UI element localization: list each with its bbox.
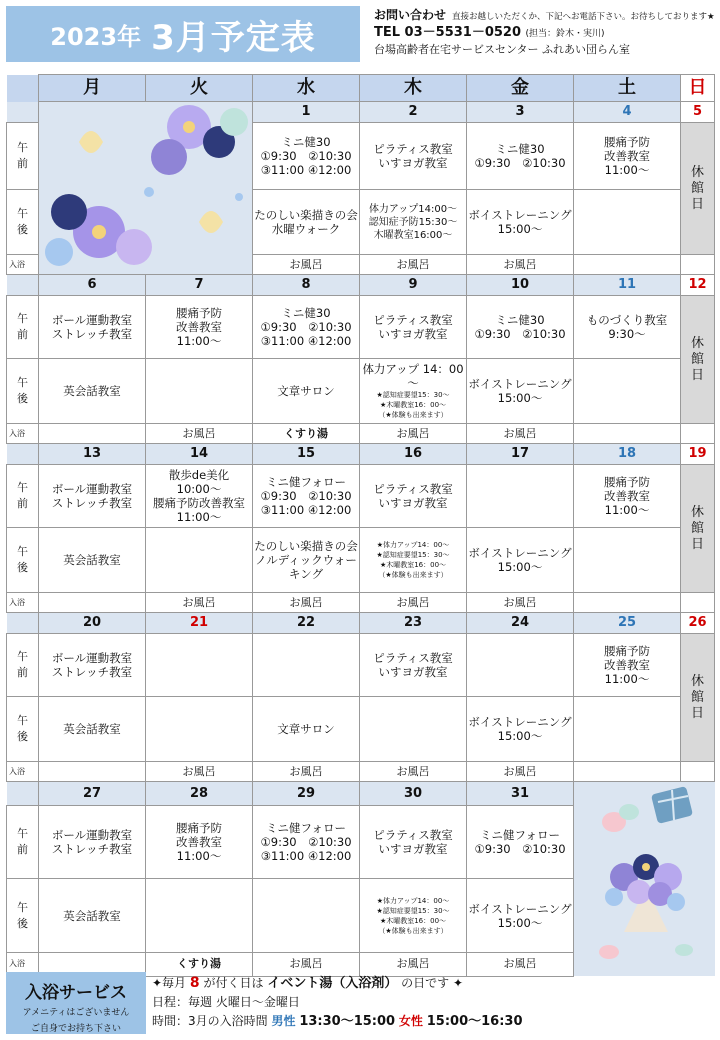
dow-3: 木 [360,75,467,102]
date-cell: 1 [253,102,360,123]
bath-cell: お風呂 [467,255,574,275]
closed-day [681,296,715,424]
dow-4: 金 [467,75,574,102]
decor-flowers-butterflies [39,102,253,275]
closed-day [681,123,715,255]
bath-line1-c: の日です ✦ [401,976,464,990]
am-label: 午 前 [7,123,39,190]
am-activity: ピラティス教室 いすヨガ教室 [360,465,467,528]
week-2-bath [7,593,715,613]
am-activity: ボール運動教室 ストレッチ教室 [39,806,146,879]
date-cell: 15 [253,444,360,465]
contact-title: お問い合わせ [374,8,447,22]
corner-cell [7,75,39,102]
bath-cell: くすり湯 [253,424,360,444]
closed-day [681,465,715,593]
title-year: 2023年 [50,22,142,51]
bath-service-sub1: アメニティはございません [22,1008,130,1018]
bath-cell [39,762,146,782]
date-cell: 11 [574,275,681,296]
bath-cell: お風呂 [253,953,360,976]
am-activity: ピラティス教室 いすヨガ教室 [360,123,467,190]
am-label: 午 前 [7,806,39,879]
closed-char: 休 [690,164,704,180]
corner-cell [7,444,39,465]
male-label: 男性 [271,1014,296,1028]
week-2-dates [7,444,715,465]
bath-service-title-block [6,972,146,1034]
pm-label: 午 後 [7,359,39,424]
week-3-dates [7,613,715,634]
bath-cell [574,255,681,275]
pm-activity: 体力アップ14:00～ 認知症予防15:30～ 木曜教室16:00～ [360,190,467,255]
bath-empty [681,255,715,275]
bath-label: 入浴 [7,953,39,976]
bath-cell: お風呂 [360,953,467,976]
am-activity: ミニ健30 ①9:30 ②10:30 [467,296,574,359]
pm-activity: ボイストレーニング 15:00～ [467,697,574,762]
bath-service-title: 入浴サービス [25,983,127,1003]
bath-empty [681,424,715,444]
closed-char: 日 [690,367,704,383]
pm-activity: 文章サロン [253,359,360,424]
pm-activity: たのしい楽描きの会 ノルディックウォーキング [253,528,360,593]
bath-cell: お風呂 [146,593,253,613]
bath-line1-event: イベント湯（入浴剤） [267,976,398,991]
contact-block [374,8,718,57]
pm-activity [574,190,681,255]
week-2-am [7,465,715,528]
bath-cell [574,424,681,444]
pm-activity [574,359,681,424]
contact-tel-note: (担当：鈴木・実川) [525,29,605,39]
flower-bouquet-icon [584,782,704,972]
date-cell: 7 [146,275,253,296]
pm-activity: ボイストレーニング 15:00～ [467,190,574,255]
bath-label: 入浴 [7,424,39,444]
pm-activity: ボイストレーニング 15:00～ [467,359,574,424]
pm-label: 午 後 [7,697,39,762]
schedule-table [6,74,715,977]
bath-line1-b: が付く日は [203,976,264,990]
male-time: 13:30～15:00 [299,1014,396,1029]
bath-label: 入浴 [7,593,39,613]
bath-empty [681,593,715,613]
decor-bouquet-gift [574,782,715,977]
date-cell: 22 [253,613,360,634]
bath-cell: お風呂 [360,762,467,782]
pm-activity: 英会話教室 [39,528,146,593]
date-cell: 17 [467,444,574,465]
date-cell: 5 [681,102,715,123]
am-activity: 腰痛予防 改善教室 11:00～ [574,123,681,190]
date-cell: 26 [681,613,715,634]
closed-char: 館 [690,689,704,705]
pm-activity [574,697,681,762]
date-cell: 27 [39,782,146,806]
corner-cell [7,782,39,806]
closed-char: 館 [690,520,704,536]
dow-0: 月 [39,75,146,102]
date-cell: 30 [360,782,467,806]
dow-5: 土 [574,75,681,102]
week-3-am [7,634,715,697]
am-activity: ミニ健30 ①9:30 ②10:30 ③11:00 ④12:00 [253,296,360,359]
dow-2: 水 [253,75,360,102]
am-activity: ピラティス教室 いすヨガ教室 [360,296,467,359]
date-cell: 13 [39,444,146,465]
bath-cell [39,424,146,444]
week-1-dates [7,275,715,296]
bath-cell: お風呂 [253,593,360,613]
date-cell: 21 [146,613,253,634]
title-month: 3月予定表 [151,17,316,58]
bath-cell [574,762,681,782]
pm-activity [146,359,253,424]
pm-activity: 英会話教室 [39,878,146,953]
pm-label: 午 後 [7,878,39,953]
am-activity: 腰痛予防 改善教室 11:00～ [574,465,681,528]
bath-cell: お風呂 [467,593,574,613]
bath-cell: お風呂 [146,762,253,782]
bath-cell: お風呂 [467,424,574,444]
am-activity: 腰痛予防 改善教室 11:00～ [574,634,681,697]
contact-tel: TEL 03－5531－0520 [374,25,522,40]
pm-activity [253,878,360,953]
pm-activity: たのしい楽描きの会 水曜ウォーク [253,190,360,255]
female-time: 15:00～16:30 [426,1014,523,1029]
female-label: 女性 [398,1014,423,1028]
am-activity: ミニ健フォロー ①9:30 ②10:30 ③11:00 ④12:00 [253,465,360,528]
bath-label: 入浴 [7,255,39,275]
date-cell: 25 [574,613,681,634]
bath-cell [574,593,681,613]
pm-activity: ★体力アップ14：00～ ★認知症要望15：30～ ★木曜教室16：00～ （★体験も出来ます） [360,878,467,953]
dow-6: 日 [681,75,715,102]
dow-header-row [7,75,715,102]
am-activity: 腰痛予防 改善教室 11:00～ [146,806,253,879]
am-activity: ピラティス教室 いすヨガ教室 [360,806,467,879]
pm-activity: ★体力アップ14：00～ ★認知症要望15：30～ ★木曜教室16：00～ （★体験も出来ます） [360,528,467,593]
closed-char: 日 [690,196,704,212]
date-cell: 23 [360,613,467,634]
closed-char: 館 [690,351,704,367]
week-4-dates [7,782,715,806]
week-3-bath [7,762,715,782]
bath-cell: お風呂 [467,762,574,782]
am-activity [146,634,253,697]
closed-char: 日 [690,536,704,552]
am-activity: ボール運動教室 ストレッチ教室 [39,465,146,528]
date-cell: 29 [253,782,360,806]
am-label: 午 前 [7,465,39,528]
date-cell: 6 [39,275,146,296]
pm-label: 午 後 [7,190,39,255]
pm-activity [146,878,253,953]
bath-line1-a: ✦毎月 [152,976,187,990]
am-activity [467,465,574,528]
week-2-pm [7,528,715,593]
pm-activity: 文章サロン [253,697,360,762]
date-cell: 4 [574,102,681,123]
date-cell: 19 [681,444,715,465]
am-activity: ミニ健30 ①9:30 ②10:30 [467,123,574,190]
pm-activity [146,528,253,593]
bath-line2: 日程：毎週 火曜日～金曜日 [152,995,300,1009]
pm-activity: 英会話教室 [39,697,146,762]
pm-label: 午 後 [7,528,39,593]
bath-cell: くすり湯 [146,953,253,976]
pm-activity [574,528,681,593]
week-3-pm [7,697,715,762]
contact-center: 台場高齢者在宅サービスセンター ふれあい団らん室 [374,43,631,56]
closed-day [681,634,715,762]
contact-note: 直接お越しいただくか、下記へお電話下さい。お待ちしております★ [452,12,715,22]
bath-cell: お風呂 [253,255,360,275]
corner-cell [7,275,39,296]
closed-char: 館 [690,180,704,196]
bath-service-info [152,974,712,1031]
bath-cell [39,593,146,613]
closed-char: 休 [690,673,704,689]
am-activity: 散歩de美化 10:00～ 腰痛予防改善教室 11:00～ [146,465,253,528]
bath-cell: お風呂 [253,762,360,782]
am-activity: ミニ健フォロー ①9:30 ②10:30 ③11:00 ④12:00 [253,806,360,879]
bath-service-sub2: ご自身でお持ち下さい [30,1024,121,1034]
flowers-butterfly-icon [39,102,253,270]
date-cell: 12 [681,275,715,296]
am-activity: ミニ健フォロー ①9:30 ②10:30 [467,806,574,879]
am-activity: ボール運動教室 ストレッチ教室 [39,634,146,697]
bath-cell: お風呂 [360,255,467,275]
closed-char: 休 [690,335,704,351]
date-cell: 16 [360,444,467,465]
am-activity: ボール運動教室 ストレッチ教室 [39,296,146,359]
am-activity: 腰痛予防 改善教室 11:00～ [146,296,253,359]
date-cell: 10 [467,275,574,296]
week-1-am [7,296,715,359]
week-0-dates [7,102,715,123]
bath-line3-a: 時間：3月の入浴時間 [152,1014,268,1028]
date-cell: 24 [467,613,574,634]
pm-activity [146,697,253,762]
date-cell: 31 [467,782,574,806]
dow-1: 火 [146,75,253,102]
bath-cell: お風呂 [360,593,467,613]
am-activity: ピラティス教室 いすヨガ教室 [360,634,467,697]
closed-char: 休 [690,504,704,520]
date-cell: 28 [146,782,253,806]
am-activity: ミニ健30 ①9:30 ②10:30 ③11:00 ④12:00 [253,123,360,190]
bath-empty [681,762,715,782]
corner-cell [7,613,39,634]
bath-cell: お風呂 [146,424,253,444]
date-cell: 20 [39,613,146,634]
pm-activity: 英会話教室 [39,359,146,424]
pm-activity: ボイストレーニング 15:00～ [467,878,574,953]
bath-label: 入浴 [7,762,39,782]
date-cell: 14 [146,444,253,465]
date-cell: 9 [360,275,467,296]
am-label: 午 前 [7,634,39,697]
am-activity: ものづくり教室 9:30～ [574,296,681,359]
date-cell: 8 [253,275,360,296]
date-cell: 18 [574,444,681,465]
am-label: 午 前 [7,296,39,359]
date-cell: 3 [467,102,574,123]
corner-cell [7,102,39,123]
am-activity [467,634,574,697]
pm-activity: 体力アップ 14：00～ ★認知症要望15：30～ ★木曜教室16：00～ （★体験も出来ます） [360,359,467,424]
closed-char: 日 [690,705,704,721]
bath-cell: お風呂 [360,424,467,444]
date-cell: 2 [360,102,467,123]
bath-cell: お風呂 [467,953,574,976]
pm-activity [360,697,467,762]
am-activity [253,634,360,697]
week-1-bath [7,424,715,444]
week-1-pm [7,359,715,424]
page-title [6,6,360,62]
bath-line1-num: 8 [189,975,200,991]
pm-activity: ボイストレーニング 15:00～ [467,528,574,593]
